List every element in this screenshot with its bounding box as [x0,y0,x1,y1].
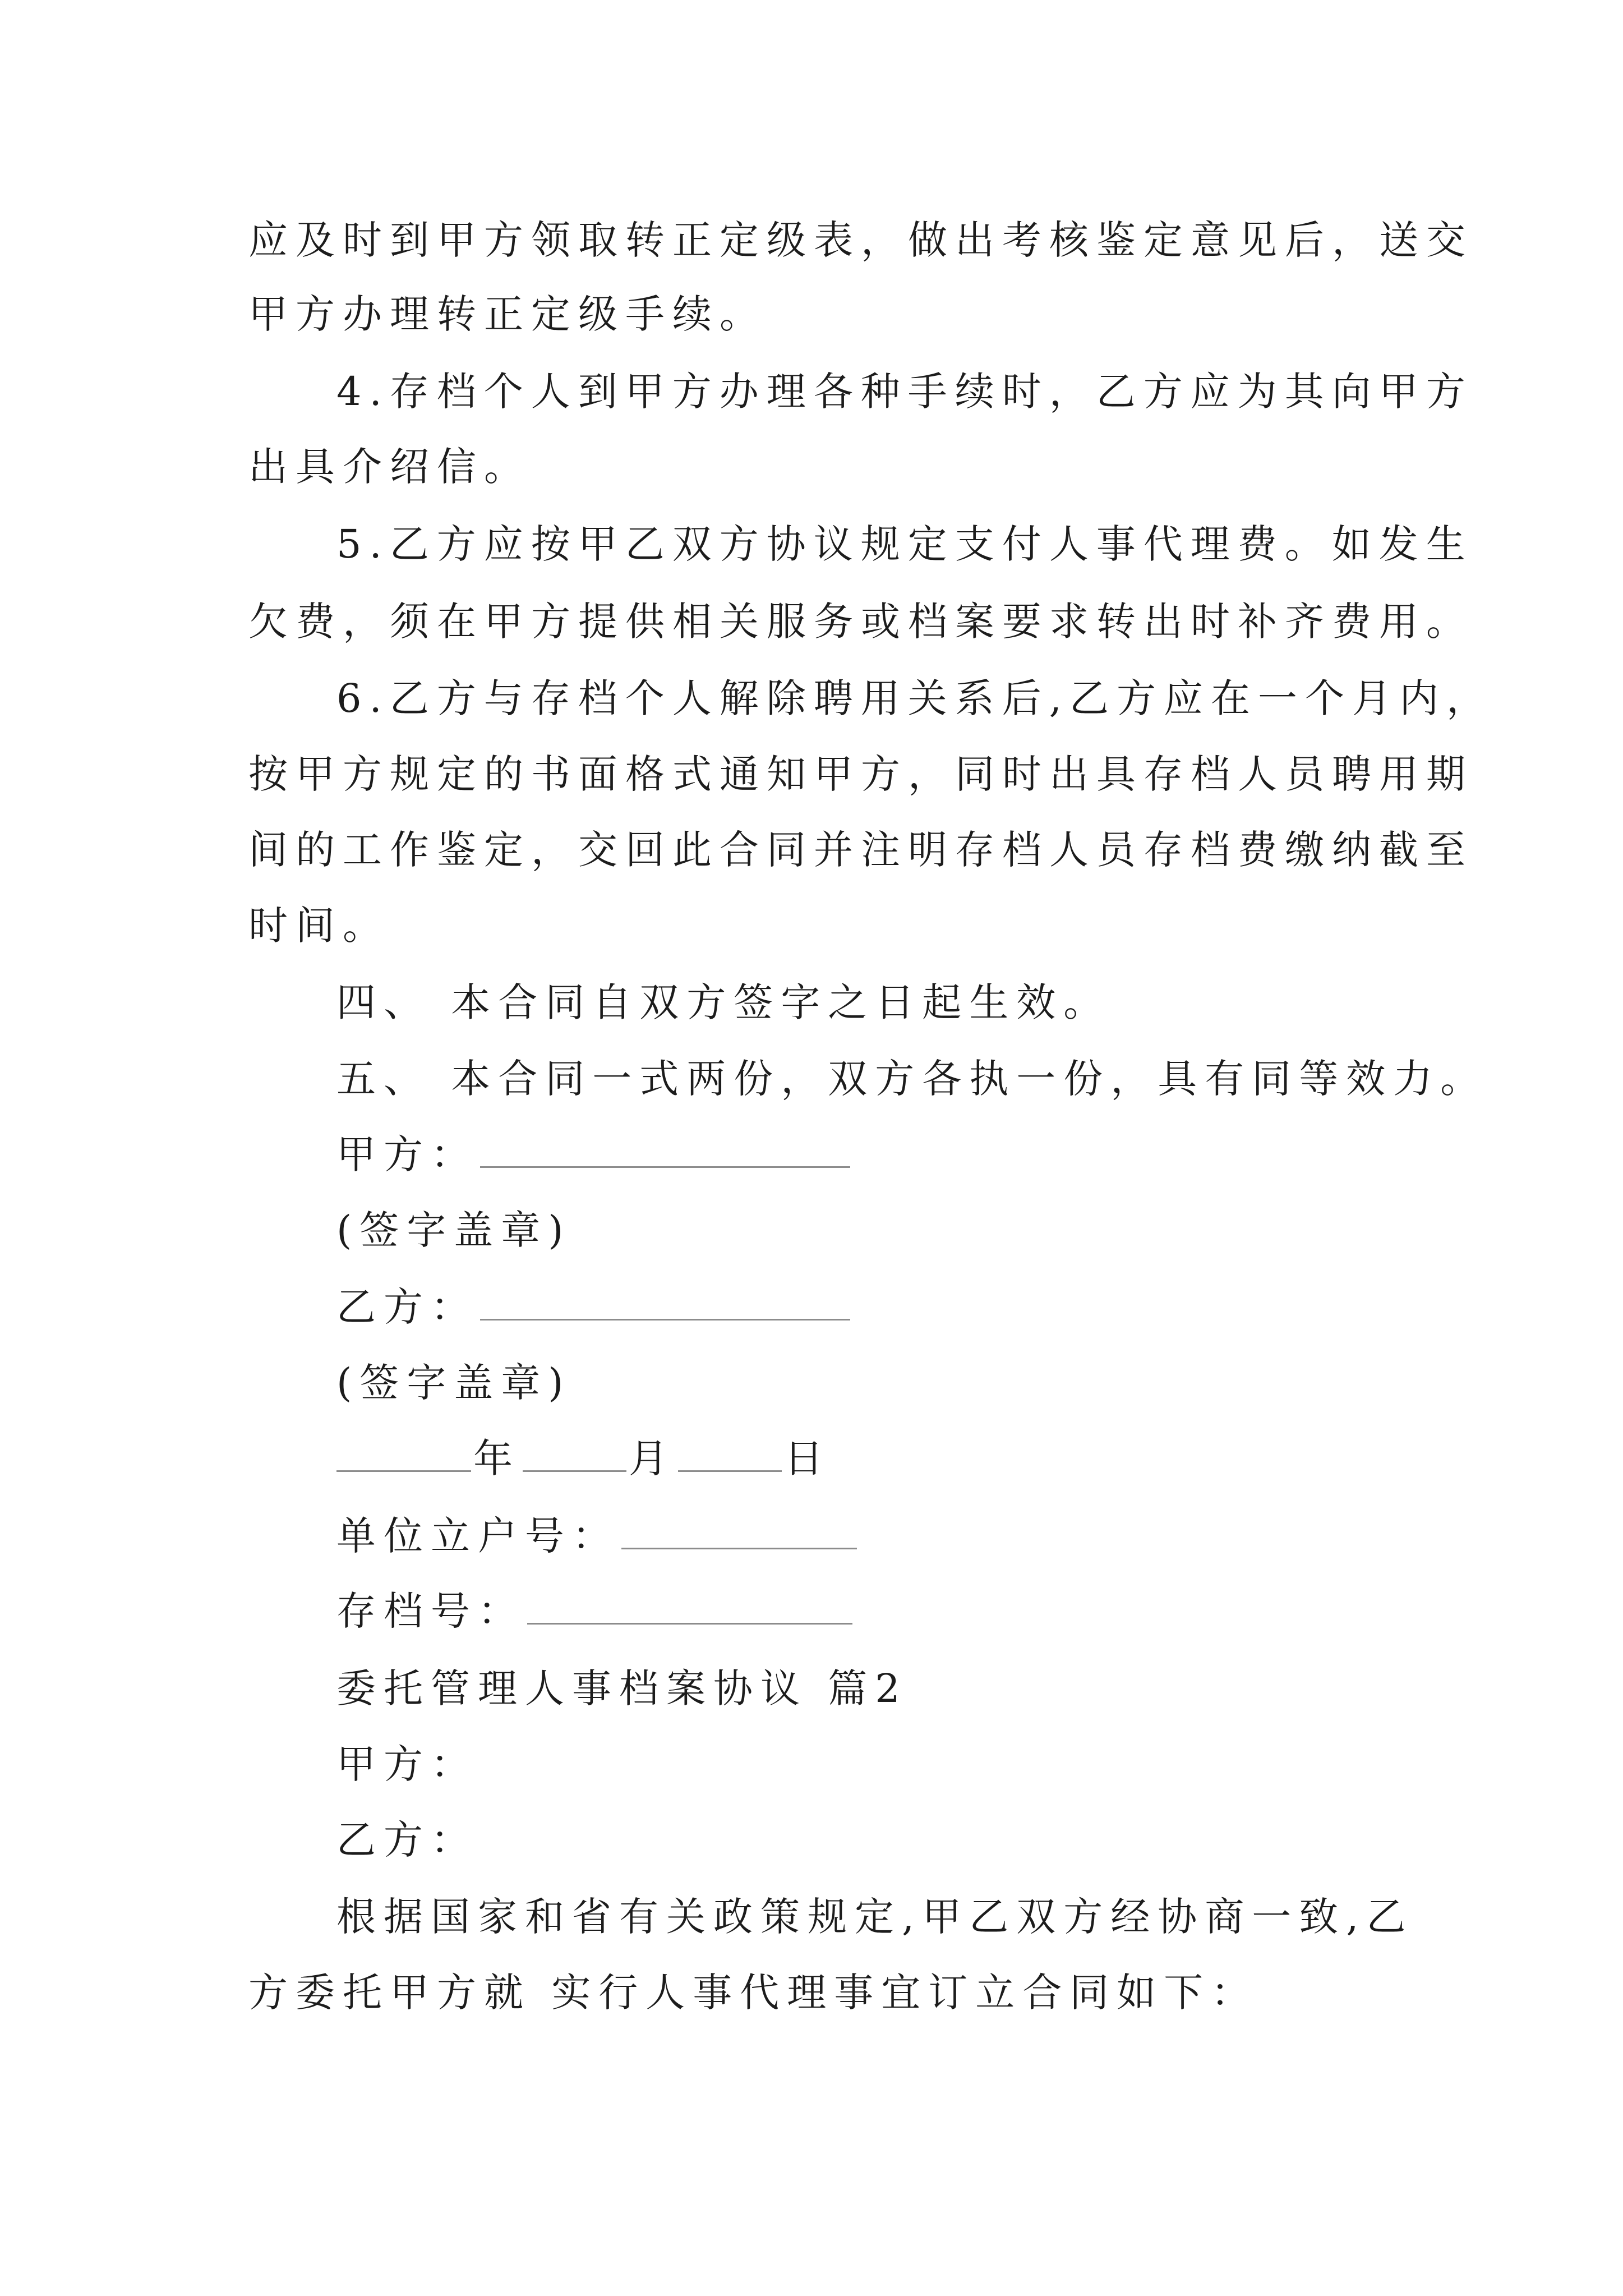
paragraph-line: 间的工作鉴定，交回此合同并注明存档人员存档费缴纳截至 [248,827,1473,873]
clause-4: 4.存档个人到甲方办理各种手续时，乙方应为其向甲方 [336,369,1473,415]
party-a-label: 甲方： [336,1131,478,1177]
month-blank [523,1470,626,1472]
section2-paragraph-line: 方委托甲方就 实行人事代理事宜订立合同如下： [248,1970,1258,2016]
party-b-label: 乙方： [336,1284,478,1330]
paragraph-line: 应及时到甲方领取转正定级表，做出考核鉴定意见后，送交 [248,217,1473,263]
paragraph-line: 欠费，须在甲方提供相关服务或档案要求转出时补齐费用。 [248,599,1473,645]
party-a-signature-row [336,1126,852,1182]
seal-note: (签字盖章) [336,1360,571,1406]
paragraph-line: 甲方办理转正定级手续。 [248,291,767,337]
year-label: 年 [473,1435,520,1481]
paragraph-line: 时间。 [248,903,390,949]
archive-no-row [336,1583,855,1639]
date-row [336,1430,831,1487]
paragraph-line: 按甲方规定的书面格式通知甲方，同时出具存档人员聘用期 [248,751,1473,797]
article-5: 五、 本合同一式两份，双方各执一份，具有同等效力。 [336,1056,1488,1102]
article-4: 四、 本合同自双方签字之日起生效。 [336,979,1111,1025]
clause-5: 5.乙方应按甲乙双方协议规定支付人事代理费。如发生 [336,521,1473,567]
unit-account-row [336,1508,859,1564]
year-blank [336,1470,471,1472]
archive-no-blank [527,1622,852,1625]
month-label: 月 [629,1435,676,1481]
seal-note: (签字盖章) [336,1207,571,1253]
section-title: 委托管理人事档案协议 篇2 [336,1665,908,1711]
section2-party-b: 乙方： [336,1817,478,1863]
party-b-signature-row [336,1279,852,1335]
clause-6: 6.乙方与存档个人解除聘用关系后,乙方应在一个月内， [336,675,1494,721]
day-blank [678,1470,782,1472]
party-a-blank [480,1166,850,1168]
unit-account-label: 单位立户号： [336,1513,619,1559]
party-b-blank [480,1318,850,1320]
unit-account-blank [621,1547,857,1549]
day-label: 日 [784,1435,831,1481]
section2-party-a: 甲方： [336,1741,478,1787]
archive-no-label: 存档号： [336,1588,525,1634]
section2-paragraph-line: 根据国家和省有关政策规定,甲乙双方经协商一致,乙 [336,1894,1414,1940]
paragraph-line: 出具介绍信。 [248,444,531,490]
